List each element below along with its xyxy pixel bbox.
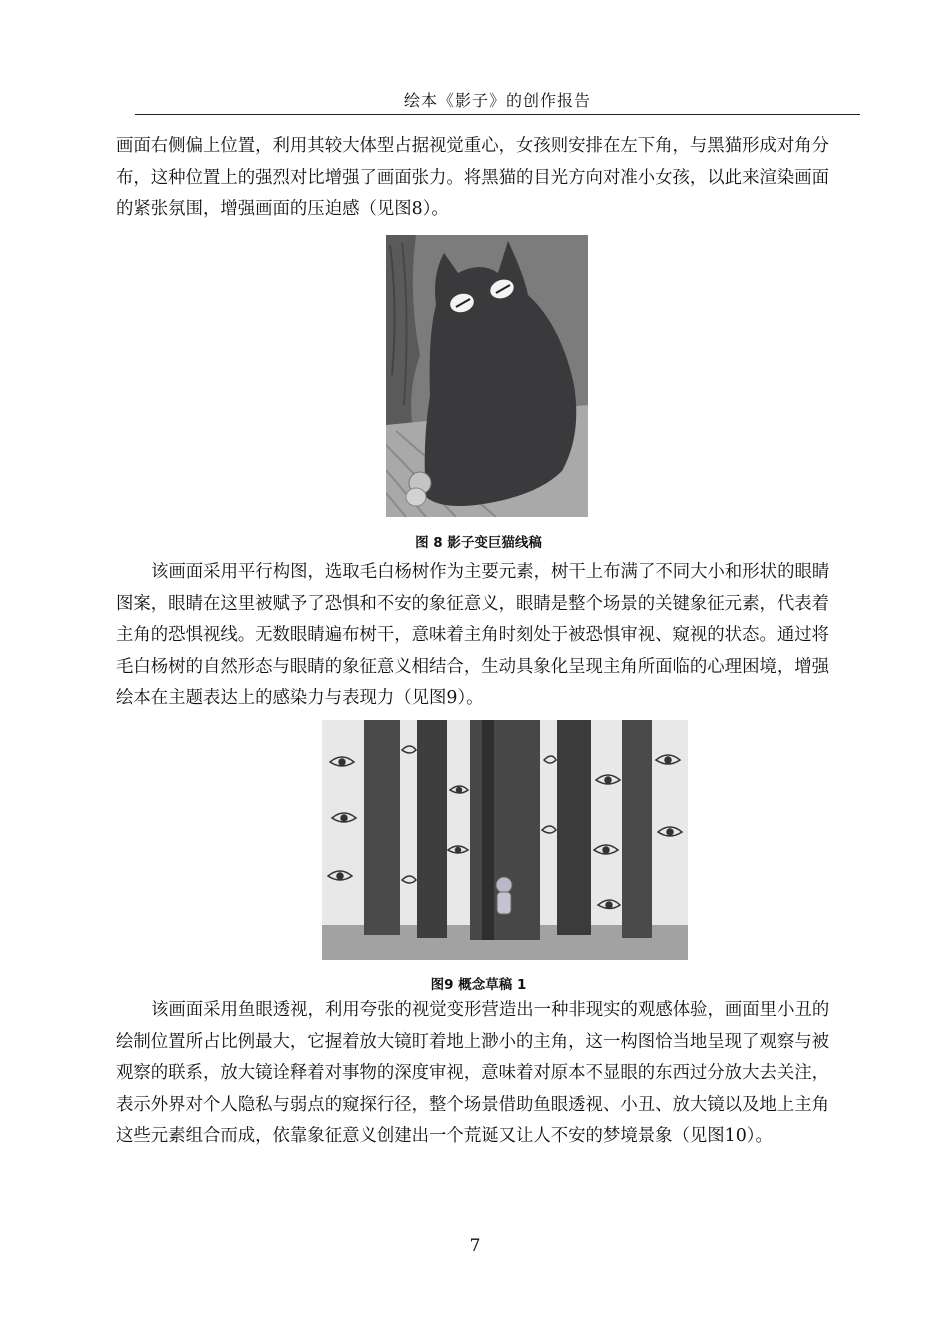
figure-8-caption: 图 8 影子变巨猫线稿 — [415, 535, 542, 551]
paragraph-1: 画面右侧偏上位置，利用其较大体型占据视觉重心，女孩则安排在左下角，与黑猫形成对角分布，这种位置上的强烈对比增强了画面张力。将黑猫的目光方向对准小女孩，以此来渲染画面的紧张氛围，增强画面的压迫感（见图8）。 — [116, 136, 830, 219]
paragraph-3: 该画面采用鱼眼透视，利用夸张的视觉变形营造出一种非现实的观感体验，画面里小丑的绘制位置所占比例最大，它握着放大镜盯着地上渺小的主角，这一构图恰当地呈现了观察与被观察的联系，放大镜诠释着对事物的深度审视，意味着对原本不显眼的东西过分放大去关注，表示外界对个人隐私与弱点的窥探行径，整个场景借助鱼眼透视、小丑、放大镜以及地上主角这些元素组合而成，依靠象征意义创建出一个荒诞又让人不安的梦境景象（见图10）。 — [116, 1000, 830, 1146]
running-header — [135, 88, 860, 115]
figure-9-caption: 图9 概念草稿 1 — [430, 977, 527, 993]
figure-9-image — [322, 720, 688, 960]
figure-8-image — [386, 235, 588, 517]
paragraph-2: 该画面采用平行构图，选取毛白杨树作为主要元素，树干上布满了不同大小和形状的眼睛图案，眼睛在这里被赋予了恐惧和不安的象征意义，眼睛是整个场景的关键象征元素，代表着主角的恐惧视线。无数眼睛遍布树干，意味着主角时刻处于被恐惧审视、窥视的状态。通过将毛白杨树的自然形态与眼睛的象征意义相结合，生动具象化呈现主角所面临的心理困境，增强绘本在主题表达上的感染力与表现力（见图9）。 — [116, 562, 830, 708]
page-number: 7 — [469, 1236, 481, 1256]
header-title: 绘本《影子》的创作报告 — [403, 91, 591, 110]
